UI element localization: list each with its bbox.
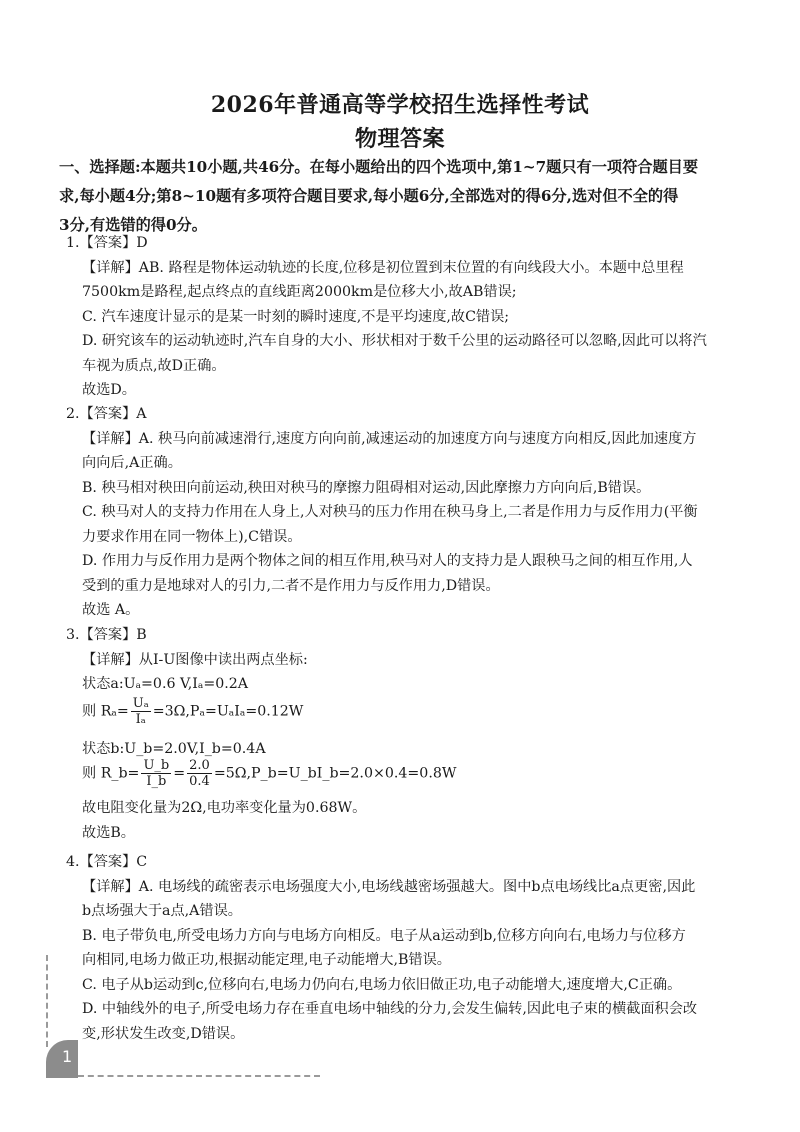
- page-number: 1: [62, 1047, 73, 1066]
- fraction-numerator: Uₐ: [132, 696, 149, 711]
- equals-sign: =: [173, 765, 186, 782]
- q3-formula-b-prefix: 则 R_b=: [82, 765, 140, 782]
- q4-answer: 4.【答案】C: [66, 854, 148, 870]
- q1-detail-line: 【详解】AB. 路程是物体运动轨迹的长度,位移是初位置到末位置的有向线段大小。本题中总里程: [82, 259, 684, 276]
- q2-detail-line: B. 秧马相对秧田向前运动,秧田对秧马的摩擦力阻碍相对运动,因此摩擦力方向向后,B错误。: [82, 479, 651, 496]
- question-2: [66, 402, 746, 623]
- q2-detail-line: 【详解】A. 秧马向前减速滑行,速度方向向前,减速运动的加速度方向与速度方向相反,因此加速度方: [82, 430, 697, 447]
- q1-answer: 1.【答案】D: [66, 235, 148, 251]
- fraction-numerator: 2.0: [189, 758, 210, 773]
- q3-answer: 3.【答案】B: [66, 627, 147, 643]
- q3-formula-a-prefix: 则 Rₐ=: [82, 703, 129, 720]
- q1-detail-line: D. 研究该车的运动轨迹时,汽车自身的大小、形状相对于数千公里的运动路径可以忽略,因此可以将汽: [82, 333, 707, 349]
- q1-detail-line: 7500km是路程,起点终点的直线距离2000km是位移大小,故AB错误;: [82, 284, 517, 300]
- footer-dashed-border-vertical: [46, 955, 48, 1047]
- question-1: [66, 231, 746, 403]
- q4-detail-line: 【详解】A. 电场线的疏密表示电场强度大小,电场线越密场强越大。图中b点电场线比a点更密,因此: [82, 878, 696, 895]
- section-heading-line: 求,每小题4分;第8~10题有多项符合题目要求,每小题6分,全部选对的得6分,选对但不全的得: [59, 187, 679, 205]
- q3-intro: 【详解】从I-U图像中读出两点坐标:: [82, 651, 308, 668]
- section-heading: [59, 153, 759, 240]
- q3-formula-b: [82, 758, 456, 789]
- fraction-denominator: 0.4: [189, 774, 210, 789]
- q2-detail-line: 力要求作用在同一物体上),C错误。: [82, 528, 302, 545]
- q4-detail-line: 向相同,电场力做正功,根据动能定理,电子动能增大,B错误。: [82, 952, 451, 968]
- q2-detail-line: 向向后,A正确。: [82, 455, 182, 471]
- q3-formula-a: [82, 696, 303, 727]
- q3-formula-b-suffix: =5Ω,P_b=U_bI_b=2.0×0.4=0.8W: [213, 765, 457, 782]
- question-4: [66, 850, 746, 1046]
- q2-detail-line: 受到的重力是地球对人的引力,二者不是作用力与反作用力,D错误。: [82, 577, 500, 594]
- fraction-numerator: U_b: [143, 758, 170, 773]
- q2-detail-line: D. 作用力与反作用力是两个物体之间的相互作用,秧马对人的支持力是人跟秧马之间的相互作用,人: [82, 553, 693, 569]
- fraction: [187, 758, 212, 789]
- q1-detail-line: C. 汽车速度计显示的是某一时刻的瞬时速度,不是平均速度,故C错误;: [82, 308, 510, 325]
- section-heading-line: 3分,有选错的得0分。: [59, 216, 207, 234]
- section-heading-line: 一、选择题:本题共10小题,共46分。在每小题给出的四个选项中,第1~7题只有一项符合题目要: [59, 158, 699, 176]
- fraction-denominator: Iₐ: [135, 712, 146, 727]
- q2-detail-line: 故选 A。: [82, 602, 140, 618]
- q2-detail-line: C. 秧马对人的支持力作用在人身上,人对秧马的压力作用在秧马身上,二者是作用力与反作用力(平衡: [82, 504, 698, 520]
- q4-detail-line: B. 电子带负电,所受电场力方向与电场方向相反。电子从a运动到b,位移方向向右,电场力与位移方: [82, 927, 686, 944]
- q1-detail-line: 车视为质点,故D正确。: [82, 357, 226, 374]
- q4-detail-line: C. 电子从b运动到c,位移向右,电场力仍向右,电场力依旧做正功,电子动能增大,速度增大,C正确。: [82, 976, 682, 993]
- q4-detail-line: 变,形状发生改变,D错误。: [82, 1025, 245, 1042]
- q1-detail-line: 故选D。: [82, 382, 136, 398]
- q4-detail-line: D. 中轴线外的电子,所受电场力存在垂直电场中轴线的分力,会发生偏转,因此电子束的横截面积会改: [82, 1001, 698, 1017]
- fraction: [141, 758, 171, 789]
- q2-answer: 2.【答案】A: [66, 406, 147, 422]
- fraction-denominator: I_b: [146, 774, 167, 789]
- q3-choice: 故选B。: [82, 824, 135, 841]
- q3-state-b: 状态b:U_b=2.0V,I_b=0.4A: [82, 741, 266, 757]
- fraction: [131, 696, 151, 727]
- exam-subtitle: 物理答案: [354, 126, 445, 152]
- question-3: [66, 623, 746, 697]
- footer-dashed-border-horizontal: [78, 1075, 320, 1077]
- q3-formula-a-suffix: =3Ω,Pₐ=UₐIₐ=0.12W: [152, 703, 304, 720]
- question-3-conclusion: [66, 796, 746, 845]
- q3-state-a: 状态a:Uₐ=0.6 V,Iₐ=0.2A: [82, 676, 249, 692]
- q3-conclusion: 故电阻变化量为2Ω,电功率变化量为0.68W。: [82, 800, 367, 816]
- exam-title: 2026年普通高等学校招生选择性考试: [210, 92, 590, 118]
- q4-detail-line: b点场强大于a点,A错误。: [82, 903, 242, 919]
